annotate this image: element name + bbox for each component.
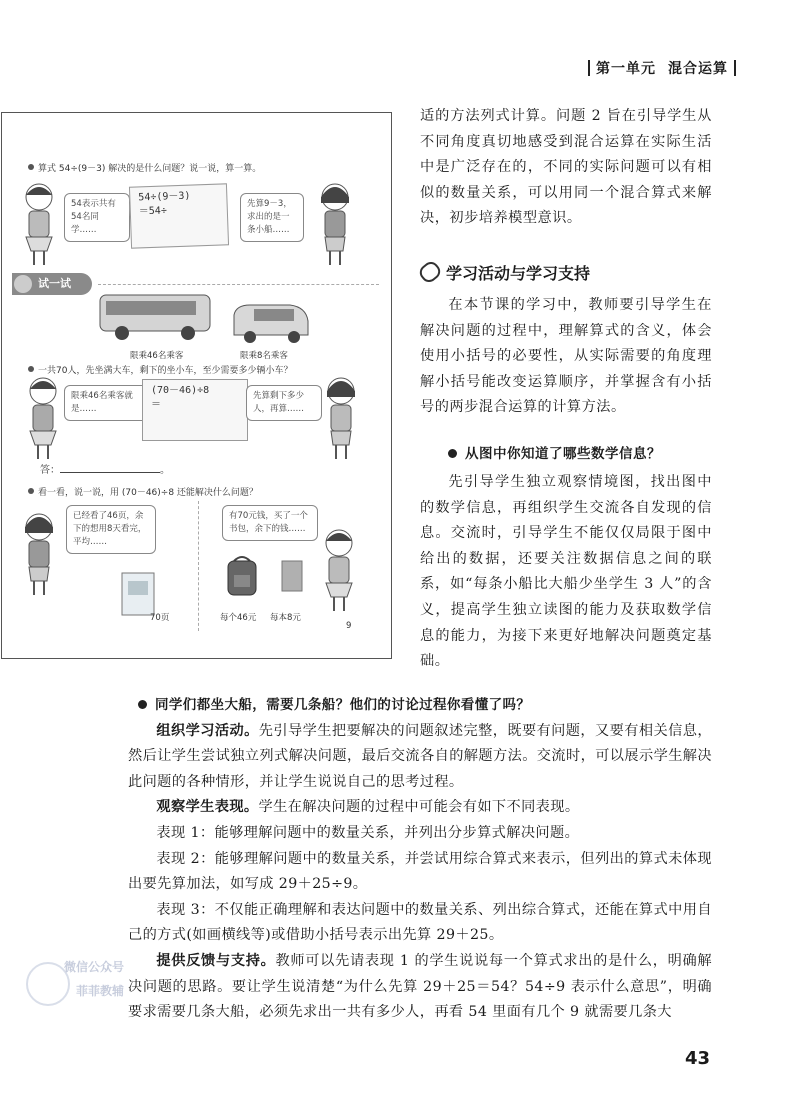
running-header	[582, 58, 742, 78]
paragraph-feedback: 提供反馈与支持。教师可以先请表现 1 的学生说说每一个算式求出的是什么，明确解决问题的思路。要让学生说清楚“为什么先算 29＋25＝54？54÷9 表示什么意思”，明确要求需要几条大船，必须先求出一共有多少人，再看 54 里面有几个 9 就需要几条大	[128, 952, 712, 1021]
figure-question-2: 一共70人，先坐满大车，剩下的坐小车，至少需要多少辆小车？	[28, 363, 292, 376]
bus-illustration	[98, 291, 212, 343]
try-section-tag: 试一试	[12, 273, 92, 295]
van-illustration	[230, 301, 312, 345]
paragraph-performance-3: 表现 3：不仅能正确理解和表达问题中的数量关系、列出综合算式，还能在算式中用自己的方式(如画横线等)或借助小括号表示出先算 29＋25。	[128, 901, 712, 944]
right-column-para-2: 在本节课的学习中，教师要引导学生在解决问题的过程中，理解算式的含义，体会使用小括号的必要性，从实际需要的角度理解小括号能改变运算顺序，并掌握含有小括号的两步混合运算的计算方法。	[420, 297, 712, 416]
header-divider	[588, 60, 590, 76]
figure-question-1: 算式 54÷(9－3) 解决的是什么问题？说一说，算一算。	[28, 161, 261, 174]
van-capacity-caption: 限乘8名乘客	[240, 351, 288, 361]
speech-bubble-book: 已经看了46页，余下的想用8天看完，平均……	[66, 505, 156, 554]
speech-bubble-left-2: 限乘46名乘客就是……	[64, 385, 148, 421]
speech-bubble-money: 有70元钱，买了一个书包，余下的钱……	[222, 505, 318, 541]
backpack-illustration	[224, 553, 260, 597]
bus-capacity-caption: 限乘46名乘客	[130, 351, 184, 361]
student-girl-illustration	[16, 179, 62, 269]
student-boy-illustration	[312, 179, 358, 269]
page-number: 43	[684, 1048, 710, 1069]
answer-blank: 答： 。	[40, 461, 170, 476]
backpack-price-caption: 每个46元	[220, 613, 257, 623]
header-unit: 第一单元	[596, 61, 656, 77]
section-divider	[98, 284, 379, 285]
student-boy-illustration	[16, 509, 62, 599]
figure-question-3: 看一看，说一说，用 (70－46)÷8 还能解决什么问题？	[28, 485, 258, 498]
notebook-illustration	[280, 559, 304, 593]
section-heading: 学习活动与学习支持	[420, 261, 590, 284]
right-column-para-1: 适的方法列式计算。问题 2 旨在引导学生从不同角度真切地感受到混合运算在实际生活中是广泛存在的，不同的实际问题可以有相似的数量关系，可以用同一个混合算式来解决，初步培养模型意识。	[420, 108, 712, 227]
bullet-icon	[28, 164, 34, 170]
textbook-page-number: 9	[346, 621, 352, 631]
speech-bubble-right-2: 先算剩下多少人，再算……	[246, 385, 322, 421]
paperclip-icon	[417, 259, 444, 286]
header-divider	[734, 60, 736, 76]
student-girl-illustration	[316, 525, 362, 615]
question-heading: 同学们都坐大船，需要几条船？他们的讨论过程你看懂了吗？	[138, 697, 530, 713]
paragraph-performance-2: 表现 2：能够理解问题中的数量关系，并尝试用综合算式来表示，但列出的算式未体现出要先算加法，如写成 29＋25÷9。	[128, 850, 712, 893]
paragraph-organize: 组织学习活动。先引导学生把要解决的问题叙述完整，既要有问题，又要有相关信息，然后让学生尝试独立列式解决问题，最后交流各自的解题方法。交流时，可以展示学生解决此问题的各种情形，并让学生说说自己的思考过程。	[128, 722, 712, 790]
right-column-question-heading: 从图中你知道了哪些数学信息？	[420, 442, 712, 468]
bullet-icon	[28, 488, 34, 494]
bullet-icon	[28, 366, 34, 372]
watermark: 微信公众号 菲菲教辅	[22, 948, 162, 1028]
header-title: 混合运算	[668, 61, 728, 77]
speech-bubble-right: 先算9－3，求出的是一条小船……	[240, 193, 304, 242]
worksheet-paper-2: (70－46)÷8 ＝	[142, 379, 248, 441]
full-width-text	[128, 693, 712, 1026]
book-pages-caption: 70页	[150, 613, 170, 623]
paragraph-observe: 观察学生表现。学生在解决问题的过程中可能会有如下不同表现。	[156, 799, 580, 816]
panel-divider	[198, 501, 199, 631]
worksheet-paper: 54÷(9－3) ＝54÷	[129, 183, 229, 248]
paragraph-performance-1: 表现 1：能够理解问题中的数量关系，并列出分步算式解决问题。	[156, 824, 580, 841]
right-column-para-3: 先引导学生独立观察情境图，找出图中的数学信息，再组织学生交流各自发现的信息。交流时，引导学生不能仅仅局限于图中给出的数据，还要关注数据信息之间的联系，如“每条小船比大船少坐学生 3 人”的含义，提高学生独立读图的能力及获取数学信息的能力，为接下来更好地解决问题奠定基础。	[420, 474, 712, 670]
notebook-price-caption: 每本8元	[270, 613, 301, 623]
speech-bubble-left: 54表示共有54名同学……	[64, 193, 130, 242]
textbook-figure	[1, 112, 392, 659]
student-boy-illustration	[318, 373, 364, 463]
student-girl-illustration	[20, 373, 66, 463]
